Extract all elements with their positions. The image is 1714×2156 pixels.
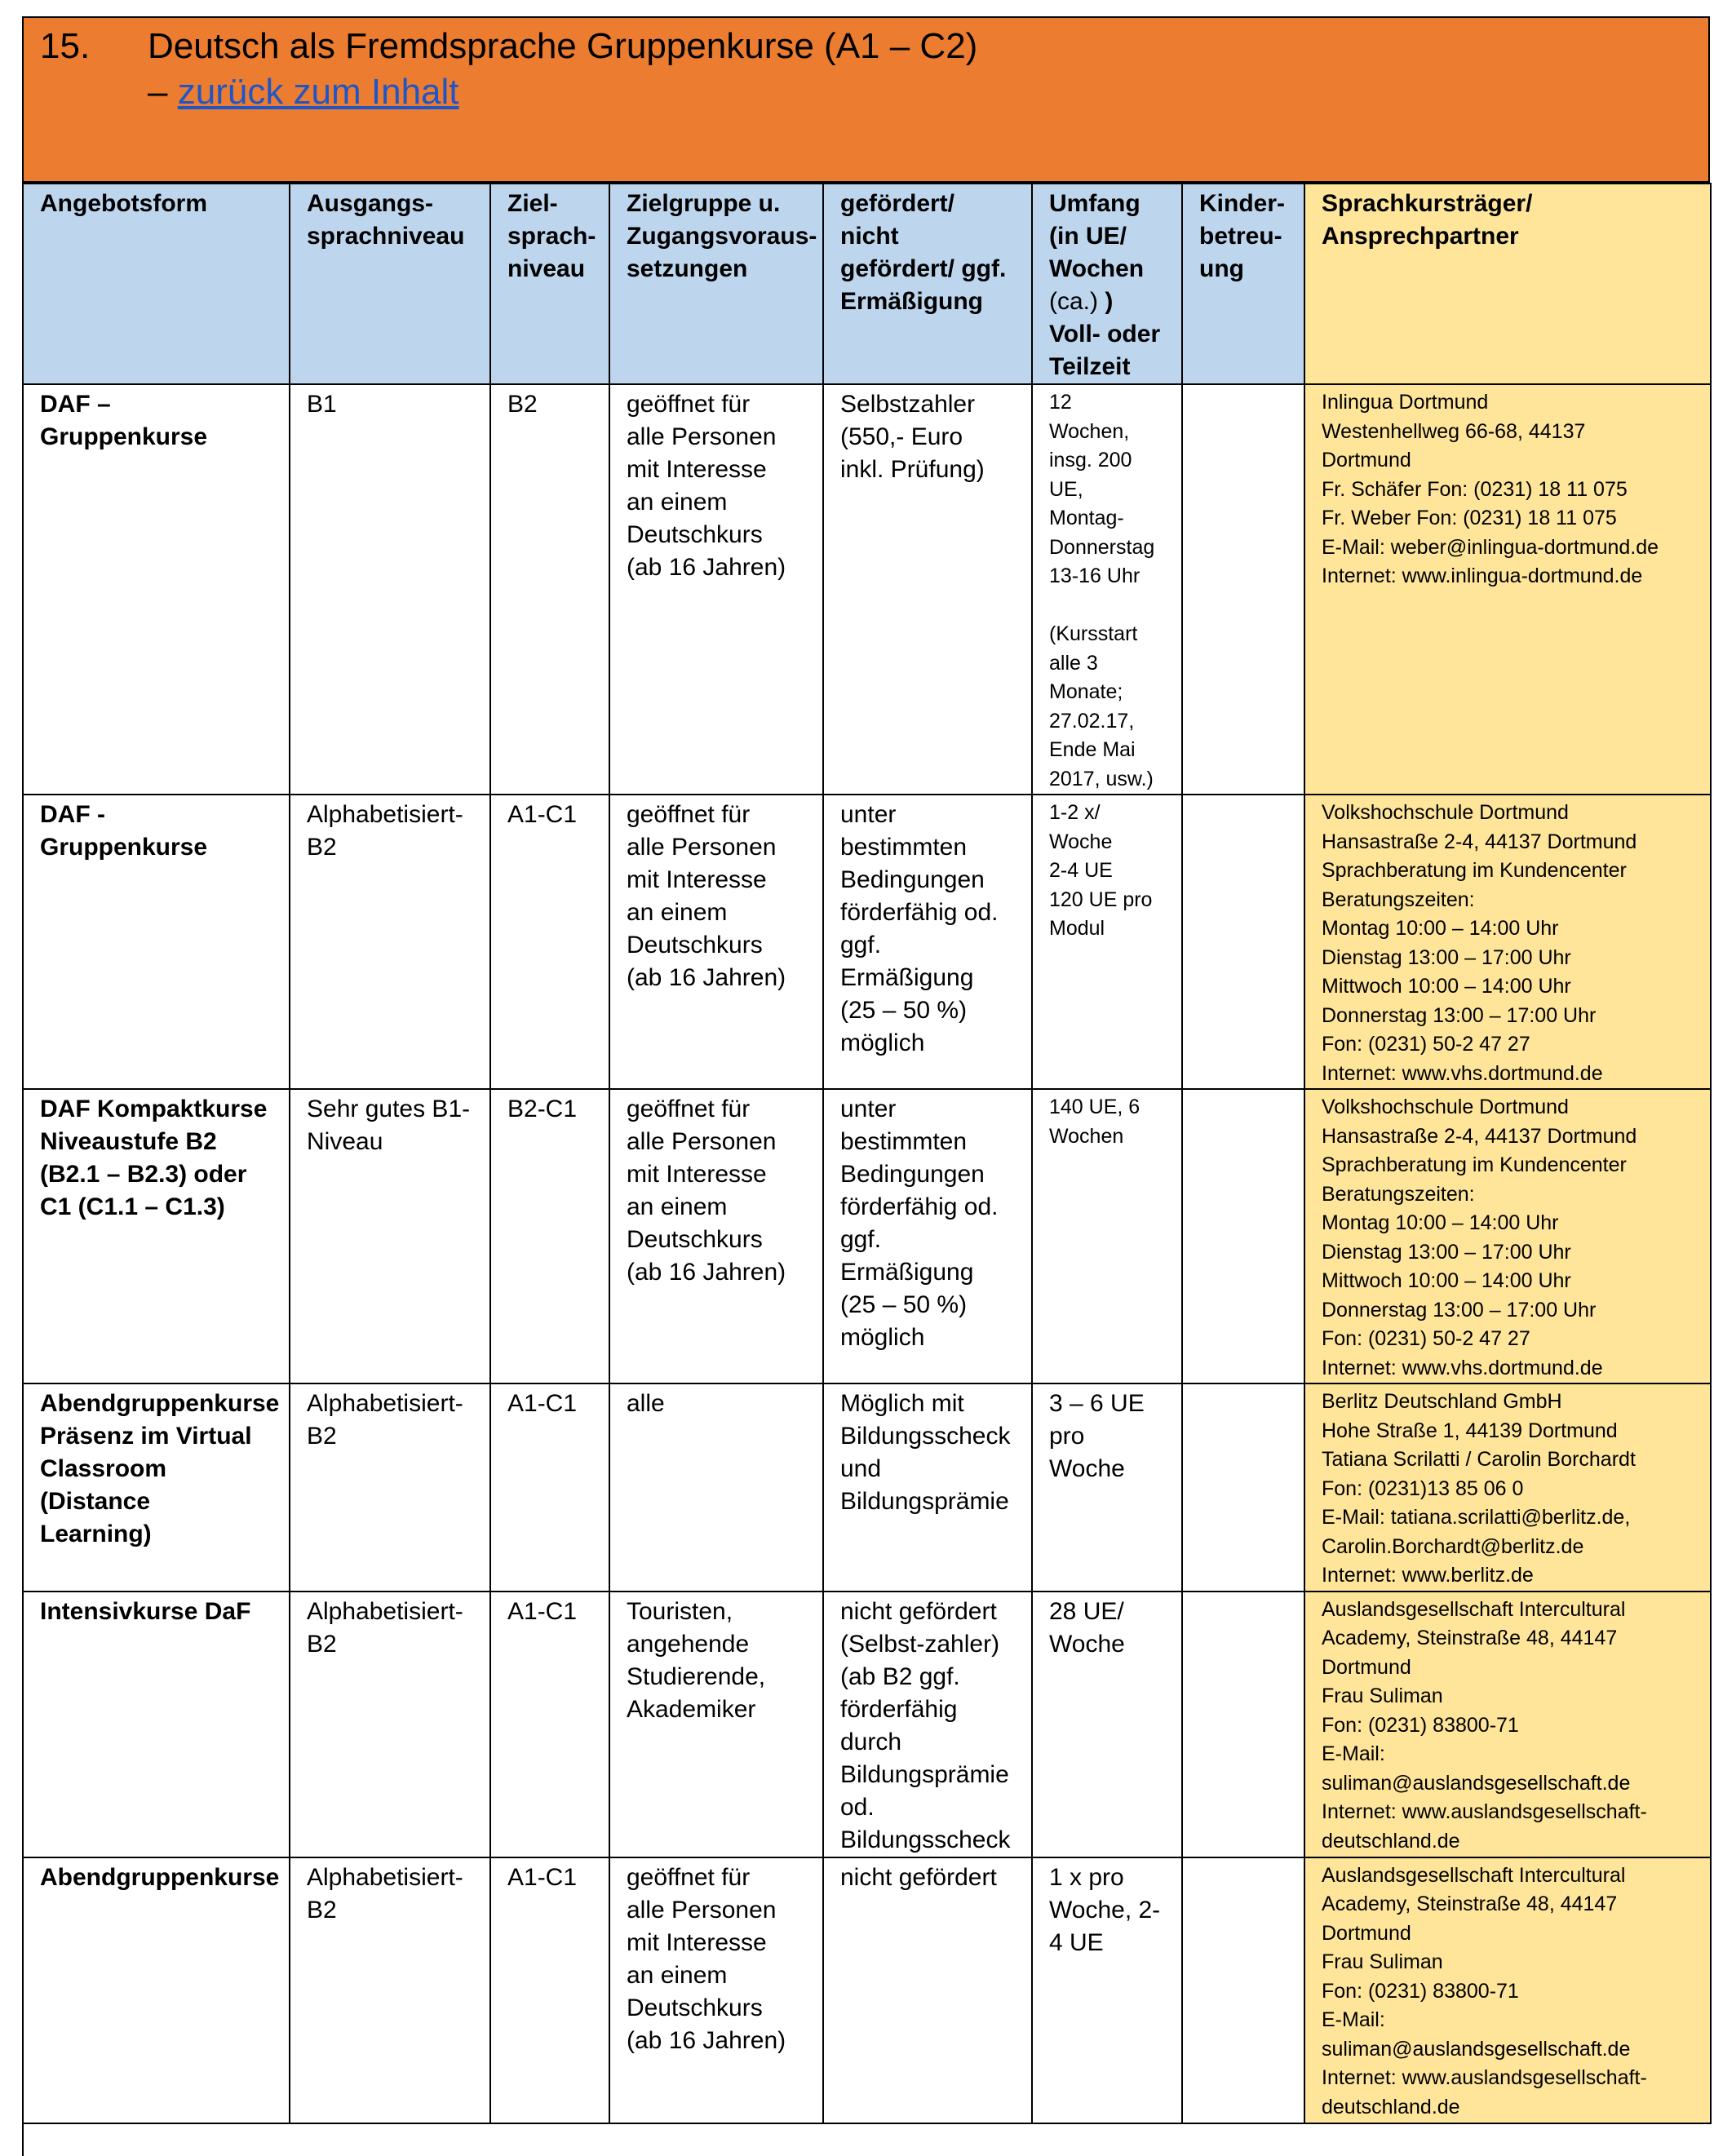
empty-footer-cell xyxy=(23,2123,1711,2156)
cell-zielsprachniveau: B2-C1 xyxy=(490,1089,609,1383)
cell-zielgruppe: geöffnet für alle Personen mit Interesse an einem Deutschkurs (ab 16 Jahren) xyxy=(609,795,823,1089)
cell-angebotsform: DAF – Gruppenkurse xyxy=(23,384,290,795)
cell-kinderbetreuung xyxy=(1182,1592,1304,1857)
cell-zielsprachniveau: B2 xyxy=(490,384,609,795)
cell-umfang: 3 – 6 UE pro Woche xyxy=(1032,1383,1182,1592)
col-header-ausgangssprachniveau: Ausgangs- sprachniveau xyxy=(290,184,490,384)
cell-sprachkurstraeger: Auslandsgesellschaft Intercultural Academy, Steinstraße 48, 44147 Dortmund Frau Suliman Fon: (0231) 83800-71 E-Mail: suliman@auslandsgesellschaft.de Internet: www.auslandsgesellschaft- deutschland.de xyxy=(1304,1857,1711,2123)
cell-gefoerdert: unter bestimmten Bedingungen förderfähig od. ggf. Ermäßigung (25 – 50 %) möglich xyxy=(823,795,1032,1089)
umfang-ca: (ca.) xyxy=(1049,288,1098,315)
header-row xyxy=(23,184,1711,384)
col-header-zielsprachniveau: Ziel- sprach- niveau xyxy=(490,184,609,384)
table-row xyxy=(23,1089,1711,1383)
cell-umfang: 12 Wochen, insg. 200 UE, Montag- Donnerstag 13-16 Uhr (Kursstart alle 3 Monate; 27.02.17, Ende Mai 2017, usw.) xyxy=(1032,384,1182,795)
cell-sprachkurstraeger: Volkshochschule Dortmund Hansastraße 2-4, 44137 Dortmund Sprachberatung im Kundencenter Beratungszeiten: Montag 10:00 – 14:00 Uhr Dienstag 13:00 – 17:00 Uhr Mittwoch 10:00 – 14:00 Uhr Donnerstag 13:00 – 17:00 Uhr Fon: (0231) 50-2 47 27 Internet: www.vhs.dortmund.de xyxy=(1304,795,1711,1089)
cell-zielsprachniveau: A1-C1 xyxy=(490,1857,609,2123)
cell-umfang: 1 x pro Woche, 2- 4 UE xyxy=(1032,1857,1182,2123)
section-title: Deutsch als Fremdsprache Gruppenkurse (A1 – C2) xyxy=(148,26,978,66)
cell-sprachkurstraeger: Auslandsgesellschaft Intercultural Academy, Steinstraße 48, 44147 Dortmund Frau Suliman Fon: (0231) 83800-71 E-Mail: suliman@auslandsgesellschaft.de Internet: www.auslandsgesellschaft- deutschland.de xyxy=(1304,1592,1711,1857)
table-row xyxy=(23,1592,1711,1857)
col-header-sprachkurstraeger: Sprachkursträger/ Ansprechpartner xyxy=(1304,184,1711,384)
back-link-line xyxy=(148,72,459,113)
table-row xyxy=(23,384,1711,795)
col-header-kinderbetreuung: Kinder- betreu- ung xyxy=(1182,184,1304,384)
cell-zielgruppe: geöffnet für alle Personen mit Interesse an einem Deutschkurs (ab 16 Jahren) xyxy=(609,384,823,795)
cell-umfang: 28 UE/ Woche xyxy=(1032,1592,1182,1857)
cell-gefoerdert: Möglich mit Bildungsscheck und Bildungsprämie xyxy=(823,1383,1032,1592)
col-header-zielgruppe: Zielgruppe u. Zugangsvoraus- setzungen xyxy=(609,184,823,384)
cell-sprachkurstraeger: Berlitz Deutschland GmbH Hohe Straße 1, 44139 Dortmund Tatiana Scrilatti / Carolin Borchardt Fon: (0231)13 85 06 0 E-Mail: tatiana.scrilatti@berlitz.de, Carolin.Borchardt@berlitz.de Internet: www.berlitz.de xyxy=(1304,1383,1711,1592)
col-header-umfang xyxy=(1032,184,1182,384)
cell-umfang: 140 UE, 6 Wochen xyxy=(1032,1089,1182,1383)
empty-footer-row xyxy=(23,2123,1711,2156)
document-page xyxy=(22,16,1710,2156)
cell-kinderbetreuung xyxy=(1182,795,1304,1089)
cell-zielgruppe: Touristen, angehende Studierende, Akademiker xyxy=(609,1592,823,1857)
table-row xyxy=(23,1383,1711,1592)
cell-angebotsform: DAF - Gruppenkurse xyxy=(23,795,290,1089)
col-header-gefoerdert: gefördert/ nicht gefördert/ ggf. Ermäßigung xyxy=(823,184,1032,384)
cell-kinderbetreuung xyxy=(1182,1089,1304,1383)
cell-angebotsform: Abendgruppenkurse Präsenz im Virtual Classroom (Distance Learning) xyxy=(23,1383,290,1592)
cell-umfang: 1-2 x/ Woche 2-4 UE 120 UE pro Modul xyxy=(1032,795,1182,1089)
cell-kinderbetreuung xyxy=(1182,384,1304,795)
cell-gefoerdert: nicht gefördert xyxy=(823,1857,1032,2123)
umfang-part-b: ) Voll- oder Teilzeit xyxy=(1049,288,1161,380)
cell-kinderbetreuung xyxy=(1182,1383,1304,1592)
cell-zielgruppe: geöffnet für alle Personen mit Interesse an einem Deutschkurs (ab 16 Jahren) xyxy=(609,1857,823,2123)
cell-zielsprachniveau: A1-C1 xyxy=(490,1592,609,1857)
cell-zielsprachniveau: A1-C1 xyxy=(490,1383,609,1592)
cell-kinderbetreuung xyxy=(1182,1857,1304,2123)
course-table xyxy=(22,183,1712,2156)
cell-ausgangssprachniveau: Alphabetisiert- B2 xyxy=(290,795,490,1089)
back-to-contents-link[interactable]: zurück zum Inhalt xyxy=(177,72,459,112)
cell-angebotsform: DAF Kompaktkurse Niveaustufe B2 (B2.1 – B2.3) oder C1 (C1.1 – C1.3) xyxy=(23,1089,290,1383)
cell-sprachkurstraeger: Inlingua Dortmund Westenhellweg 66-68, 44137 Dortmund Fr. Schäfer Fon: (0231) 18 11 075 Fr. Weber Fon: (0231) 18 11 075 E-Mail: weber@inlingua-dortmund.de Internet: www.inlingua-dortmund.de xyxy=(1304,384,1711,795)
cell-zielgruppe: geöffnet für alle Personen mit Interesse an einem Deutschkurs (ab 16 Jahren) xyxy=(609,1089,823,1383)
cell-gefoerdert: unter bestimmten Bedingungen förderfähig od. ggf. Ermäßigung (25 – 50 %) möglich xyxy=(823,1089,1032,1383)
cell-angebotsform: Intensivkurse DaF xyxy=(23,1592,290,1857)
cell-zielsprachniveau: A1-C1 xyxy=(490,795,609,1089)
section-header xyxy=(22,16,1710,183)
table-row xyxy=(23,795,1711,1089)
cell-ausgangssprachniveau: Alphabetisiert- B2 xyxy=(290,1592,490,1857)
cell-sprachkurstraeger: Volkshochschule Dortmund Hansastraße 2-4, 44137 Dortmund Sprachberatung im Kundencenter Beratungszeiten: Montag 10:00 – 14:00 Uhr Dienstag 13:00 – 17:00 Uhr Mittwoch 10:00 – 14:00 Uhr Donnerstag 13:00 – 17:00 Uhr Fon: (0231) 50-2 47 27 Internet: www.vhs.dortmund.de xyxy=(1304,1089,1711,1383)
cell-ausgangssprachniveau: Alphabetisiert- B2 xyxy=(290,1383,490,1592)
cell-ausgangssprachniveau: Sehr gutes B1- Niveau xyxy=(290,1089,490,1383)
col-header-angebotsform: Angebotsform xyxy=(23,184,290,384)
cell-gefoerdert: Selbstzahler (550,- Euro inkl. Prüfung) xyxy=(823,384,1032,795)
cell-zielgruppe: alle xyxy=(609,1383,823,1592)
umfang-part-a: Umfang (in UE/ Wochen xyxy=(1049,190,1145,282)
cell-ausgangssprachniveau: Alphabetisiert- B2 xyxy=(290,1857,490,2123)
section-number: 15. xyxy=(40,26,91,66)
cell-gefoerdert: nicht gefördert (Selbst-zahler) (ab B2 ggf. förderfähig durch Bildungsprämie od. Bildungsscheck xyxy=(823,1592,1032,1857)
cell-angebotsform: Abendgruppenkurse xyxy=(23,1857,290,2123)
table-row xyxy=(23,1857,1711,2123)
cell-ausgangssprachniveau: B1 xyxy=(290,384,490,795)
dash: – xyxy=(148,72,168,112)
